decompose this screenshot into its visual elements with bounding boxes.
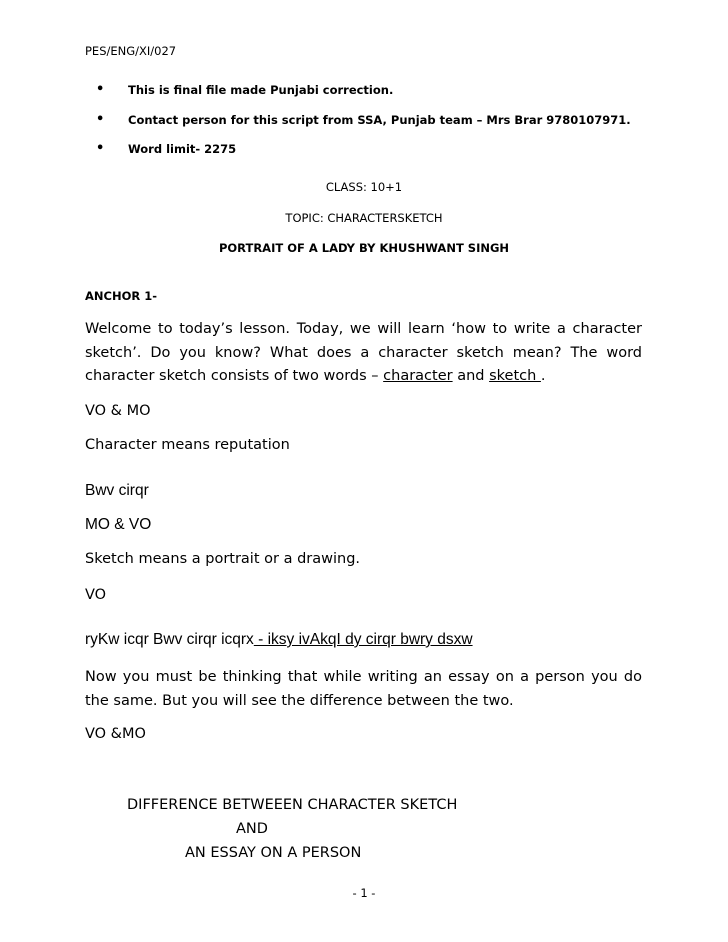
class-line: CLASS: 10+1	[325, 180, 403, 194]
note-text: Contact person for this script from SSA, Punjab team – Mrs Brar 9780107971.	[128, 112, 631, 127]
page-title: PORTRAIT OF A LADY BY KHUSHWANT SINGH	[218, 241, 510, 255]
character-definition: Character means reputation	[85, 437, 290, 453]
difference-heading-line1: DIFFERENCE BETWEEEN CHARACTER SKETCH	[127, 797, 458, 813]
document-code: PES/ENG/XI/027	[85, 44, 177, 58]
difference-heading-line2: AND	[236, 821, 268, 837]
cue-vo-mo-2: VO &MO	[85, 726, 146, 742]
thinking-paragraph: Now you must be thinking that while writing an essay on a person you do the same. But you will see the difference between the two.	[85, 669, 642, 709]
topic-line: TOPIC: CHARACTERSKETCH	[285, 211, 443, 225]
note-text: This is final file made Punjabi correction.	[128, 83, 394, 97]
cue-mo-vo: MO & VO	[85, 516, 152, 533]
intro-paragraph	[85, 318, 642, 389]
sketch-definition: Sketch means a portrait or a drawing.	[85, 551, 361, 567]
punjabi-text-1: Bwv cirqr	[85, 482, 149, 499]
intro-end: .	[540, 368, 546, 384]
bullet-icon: •	[96, 82, 105, 97]
punjabi-underlined: - iksy ivAkqI dy cirqr bwry dsxw	[253, 631, 473, 648]
intro-text: Welcome to today’s lesson. Today, we will learn ‘how to write a character sketch’. Do you know? What does a character sketch mean? The word character sketch consists of two words –	[85, 321, 642, 384]
page-number: - 1 -	[352, 886, 376, 900]
punjabi-plain: ryKw icqr Bwv cirqr icqrx	[85, 631, 254, 648]
anchor-label: ANCHOR 1-	[85, 289, 157, 303]
notes-list	[85, 80, 631, 169]
cue-vo-mo: VO & MO	[85, 403, 151, 419]
punjabi-text-2	[85, 631, 473, 649]
word-sketch: sketch	[489, 368, 541, 384]
intro-and: and	[452, 368, 490, 384]
note-text: Word limit- 2275	[128, 142, 237, 156]
difference-heading-line3: AN ESSAY ON A PERSON	[185, 845, 362, 861]
bullet-icon: •	[96, 111, 105, 127]
list-item	[85, 110, 631, 140]
list-item	[85, 80, 631, 110]
word-character: character	[383, 368, 453, 384]
list-item	[85, 139, 631, 169]
bullet-icon: •	[96, 141, 105, 156]
cue-vo: VO	[85, 587, 107, 603]
